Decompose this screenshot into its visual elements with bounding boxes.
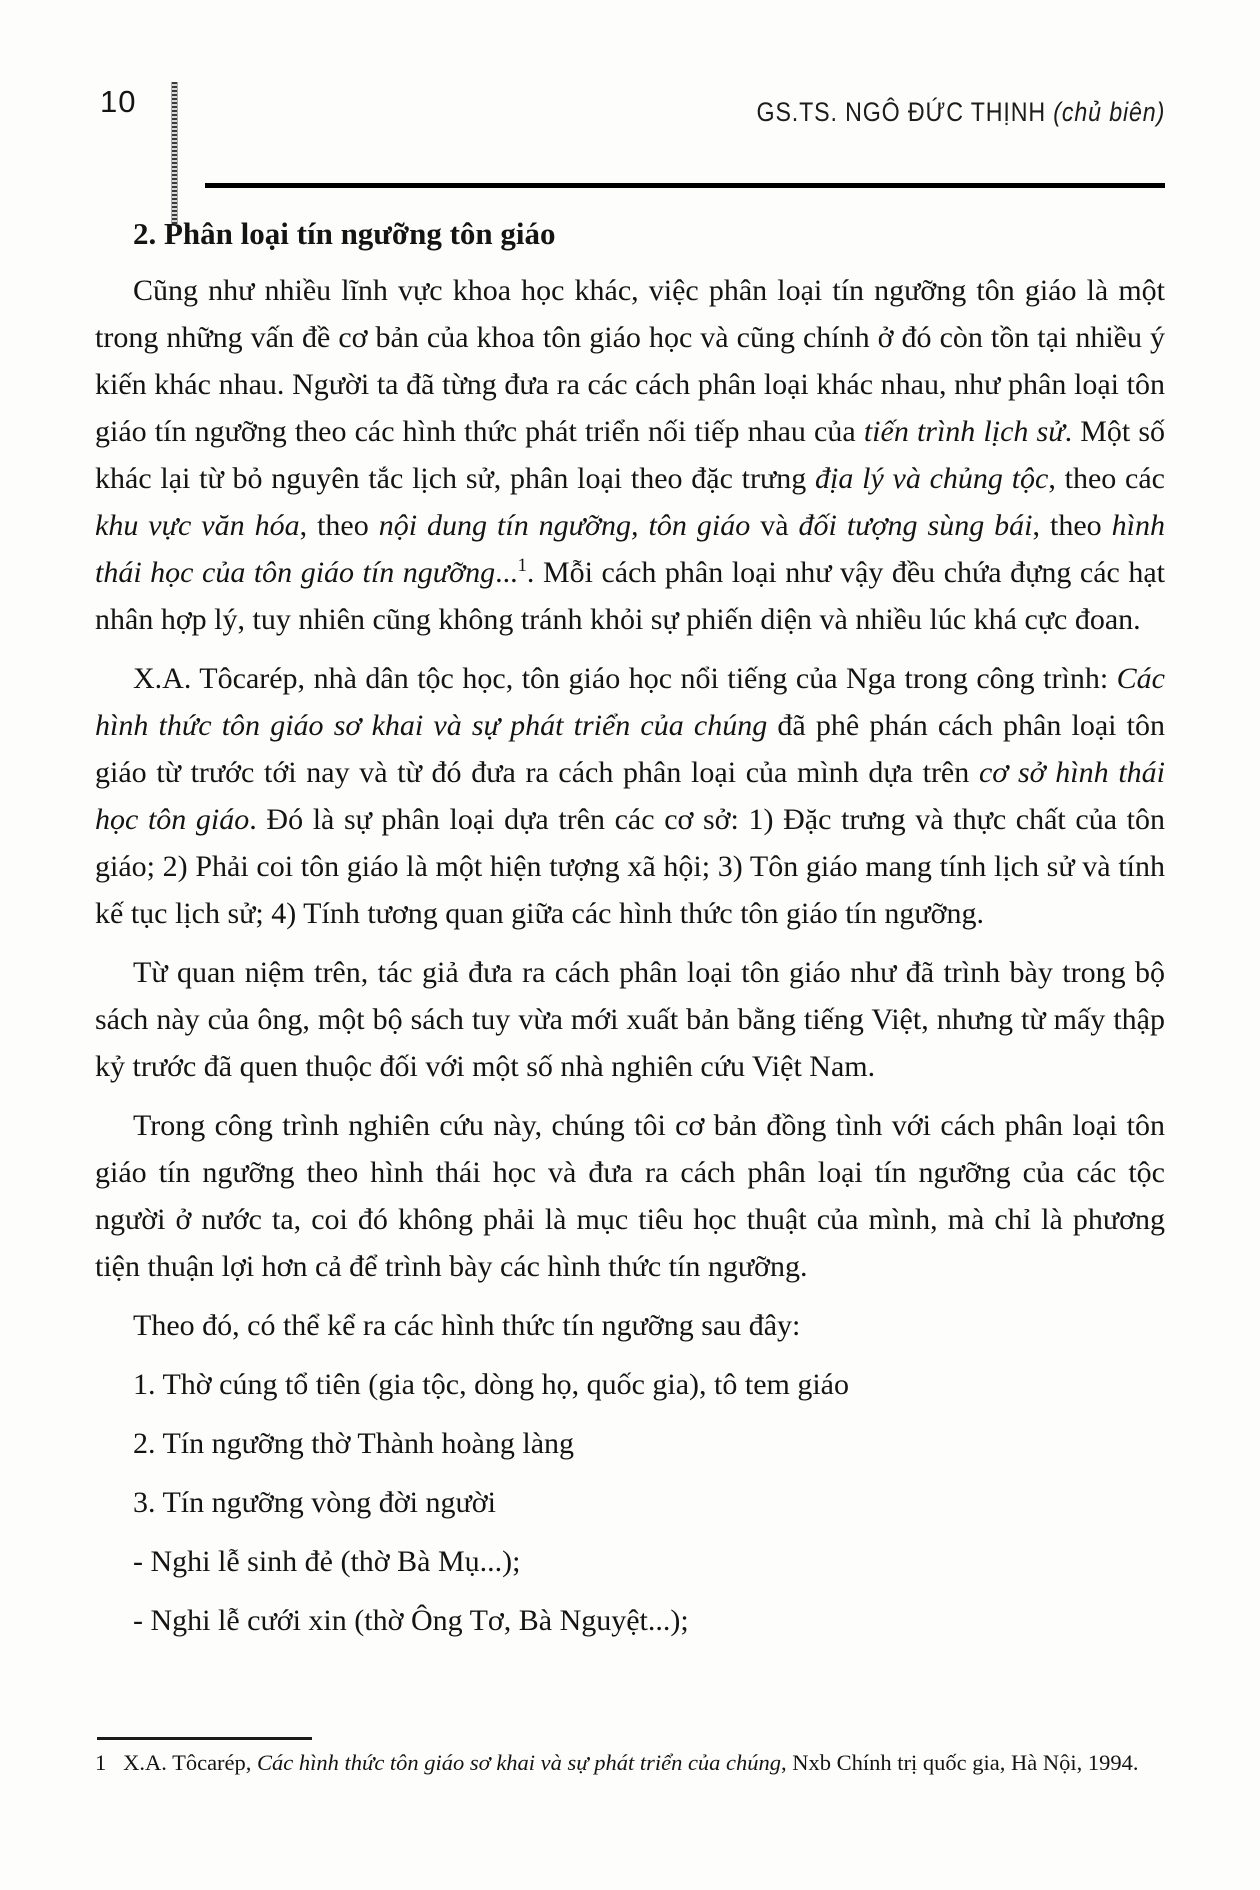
footnote: 1 X.A. Tôcarép, Các hình thức tôn giáo sơ khai và sự phát triển của chúng, Nxb Chính trị quốc gia, Hà Nội, 1994. [95, 1750, 1139, 1775]
list-item: 1. Thờ cúng tổ tiên (gia tộc, dòng họ, quốc gia), tô tem giáo [133, 1368, 850, 1401]
body-text [95, 210, 1165, 1656]
running-header-role: (chủ biên) [1053, 97, 1165, 127]
running-header-author: GS.TS. NGÔ ĐỨC THỊNH [756, 97, 1054, 127]
header-rule [205, 183, 1165, 188]
list-item: 2. Tín ngưỡng thờ Thành hoàng làng [133, 1427, 575, 1460]
paragraph: Trong công trình nghiên cứu này, chúng tôi cơ bản đồng tình với cách phân loại tôn giáo tín ngưỡng theo hình thái học và đưa ra cách phân loại tín ngưỡng của các tộc người ở nước ta, coi đó không phải là mục tiêu học thuật của mình, mà chỉ là phương tiện thuận lợi hơn cả để trình bày các hình thức tín ngưỡng. [95, 1109, 1165, 1283]
list-item: - Nghi lễ cưới xin (thờ Ông Tơ, Bà Nguyệt...); [133, 1604, 689, 1637]
running-header [756, 97, 1165, 128]
footnote-separator [97, 1737, 312, 1740]
paragraph: Cũng như nhiều lĩnh vực khoa học khác, việc phân loại tín ngưỡng tôn giáo là một trong những vấn đề cơ bản của khoa tôn giáo học và cũng chính ở đó còn tồn tại nhiều ý kiến khác nhau. Người ta đã từng đưa ra các cách phân loại khác nhau, như phân loại tôn giáo tín ngưỡng theo các hình thức phát triển nối tiếp nhau của tiến trình lịch sử. Một số khác lại từ bỏ nguyên tắc lịch sử, phân loại theo đặc trưng địa lý và chủng tộc, theo các khu vực văn hóa, theo nội dung tín ngưỡng, tôn giáo và đối tượng sùng bái, theo hình thái học của tôn giáo tín ngưỡng...$^1$. Mỗi cách phân loại như vậy đều chứa đựng các hạt nhân hợp lý, tuy nhiên cũng không tránh khỏi sự phiến diện và nhiều lúc khá cực đoan. [95, 274, 1165, 636]
list-item: 3. Tín ngưỡng vòng đời người [133, 1486, 496, 1519]
list-intro: Theo đó, có thể kể ra các hình thức tín ngưỡng sau đây: [133, 1309, 801, 1342]
section-heading: 2. Phân loại tín ngưỡng tôn giáo [133, 216, 556, 251]
page-number: 10 [100, 84, 137, 119]
paragraph: X.A. Tôcarép, nhà dân tộc học, tôn giáo học nổi tiếng của Nga trong công trình: Các hình thức tôn giáo sơ khai và sự phát triển của chúng đã phê phán cách phân loại tôn giáo từ trước tới nay và từ đó đưa ra cách phân loại của mình dựa trên cơ sở hình thái học tôn giáo. Đó là sự phân loại dựa trên các cơ sở: 1) Đặc trưng và thực chất của tôn giáo; 2) Phải coi tôn giáo là một hiện tượng xã hội; 3) Tôn giáo mang tính lịch sử và tính kế tục lịch sử; 4) Tính tương quan giữa các hình thức tôn giáo tín ngưỡng. [95, 662, 1165, 930]
list-item: - Nghi lễ sinh đẻ (thờ Bà Mụ...); [133, 1545, 521, 1578]
paragraph: Từ quan niệm trên, tác giả đưa ra cách phân loại tôn giáo như đã trình bày trong bộ sách này của ông, một bộ sách tuy vừa mới xuất bản bằng tiếng Việt, nhưng từ mấy thập kỷ trước đã quen thuộc đối với một số nhà nghiên cứu Việt Nam. [95, 956, 1165, 1083]
decorative-bar [171, 82, 178, 224]
